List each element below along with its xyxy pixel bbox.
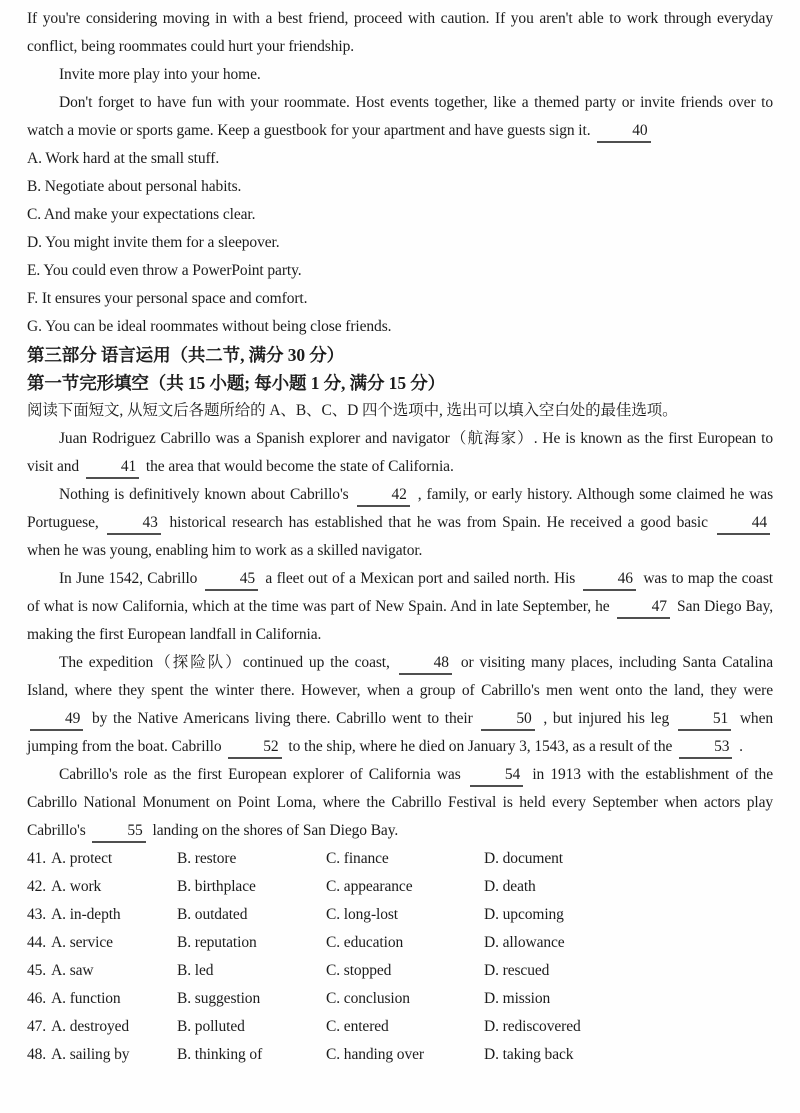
blank-41: 41 (86, 457, 139, 479)
passage-paragraph: The expedition（探险队）continued up the coast, 48 or visiting many places, including Santa Catalina Island, where they spent the winter there. However, when a group of Cabrillo's men went onto the land, they were 49 by the Native Americans living there. Cabrillo went to their 50 , but injured his leg 51 when jumping from the boat. Cabrillo 52 to the ship, where he died on January 3, 1543, as a result of the 53 . (27, 649, 773, 761)
option-a: A. service (51, 934, 113, 951)
question-42 (27, 873, 177, 901)
question-number: 46. (27, 990, 47, 1007)
question-row (27, 1013, 773, 1041)
option-c: C. appearance (326, 878, 413, 895)
passage-paragraph: Nothing is definitively known about Cabrillo's 42 , family, or early history. Although some claimed he was Portuguese, 43 historical research has established that he was from Spain. He received a good basic 44 when he was young, enabling him to work as a skilled navigator. (27, 486, 773, 559)
cloze-passage (27, 425, 773, 845)
option-c: C. long-lost (326, 906, 399, 923)
question-47 (27, 1013, 177, 1041)
question-row (27, 845, 773, 873)
part3-heading: 第三部分 语言运用（共二节, 满分 30 分） (27, 345, 345, 365)
question-41 (27, 845, 177, 873)
option-b: B. reputation (177, 934, 257, 951)
option-d: D. mission (484, 990, 551, 1007)
blank-55: 55 (92, 821, 145, 843)
passage-paragraph: Cabrillo's role as the first European explorer of California was 54 in 1913 with the establishment of the Cabrillo National Monument on Point Loma, where the Cabrillo Festival is held every September when actors play Cabrillo's 55 landing on the shores of San Diego Bay. (27, 761, 773, 845)
question-number: 45. (27, 962, 47, 979)
question-row (27, 873, 773, 901)
option-d: D. rediscovered (484, 1018, 581, 1035)
option-c: C. finance (326, 850, 389, 867)
question-row (27, 1041, 773, 1069)
blank-48: 48 (399, 653, 452, 675)
choice-option-b: B. Negotiate about personal habits. (27, 178, 242, 195)
question-row (27, 985, 773, 1013)
option-c: C. entered (326, 1018, 389, 1035)
blank-54: 54 (470, 765, 523, 787)
passage-paragraph: Juan Rodriguez Cabrillo was a Spanish explorer and navigator（航海家）. He is known as the first European to visit and 41 the area that would become the state of California. (27, 425, 773, 481)
intro-paragraph: Don't forget to have fun with your roommate. Host events together, like a themed party or invite friends over to watch a movie or sports game. Keep a guestbook for your apartment and have guests sign it. 40 (27, 89, 773, 145)
question-number: 48. (27, 1046, 47, 1063)
option-d: D. taking back (484, 1046, 574, 1063)
option-c: C. stopped (326, 962, 392, 979)
blank-53: 53 (679, 737, 732, 759)
cloze-instructions: 阅读下面短文, 从短文后各题所给的 A、B、C、D 四个选项中, 选出可以填入空白处的最佳选项。 (27, 402, 678, 419)
choice-option-g: G. You can be ideal roommates without being close friends. (27, 318, 392, 335)
option-c: C. education (326, 934, 404, 951)
blank-44: 44 (717, 513, 770, 535)
option-a: A. function (51, 990, 121, 1007)
option-b: B. outdated (177, 906, 248, 923)
option-d: D. death (484, 878, 536, 895)
blank-42: 42 (357, 485, 410, 507)
blank-40: 40 (597, 121, 650, 143)
question-46 (27, 985, 177, 1013)
question-number: 41. (27, 850, 47, 867)
option-d: D. allowance (484, 934, 565, 951)
blank-51: 51 (678, 709, 731, 731)
question-number: 44. (27, 934, 47, 951)
option-b: B. polluted (177, 1018, 245, 1035)
gap-fill-section (27, 5, 773, 341)
option-d: D. rescued (484, 962, 550, 979)
option-c: C. handing over (326, 1046, 424, 1063)
question-44 (27, 929, 177, 957)
option-b: B. suggestion (177, 990, 261, 1007)
question-45 (27, 957, 177, 985)
question-number: 42. (27, 878, 47, 895)
option-a: A. sailing by (51, 1046, 130, 1063)
choice-option-d: D. You might invite them for a sleepover. (27, 234, 280, 251)
option-a: A. protect (51, 850, 113, 867)
option-d: D. document (484, 850, 563, 867)
gap-fill-choices (27, 145, 773, 341)
blank-49: 49 (30, 709, 83, 731)
intro-paragraph: If you're considering moving in with a best friend, proceed with caution. If you aren't able to work through everyday conflict, being roommates could hurt your friendship. (27, 10, 773, 55)
blank-50: 50 (481, 709, 534, 731)
option-d: D. upcoming (484, 906, 564, 923)
option-a: A. in-depth (51, 906, 121, 923)
blank-52: 52 (228, 737, 281, 759)
cloze-questions (27, 845, 773, 1069)
choice-option-c: C. And make your expectations clear. (27, 206, 256, 223)
option-b: B. birthplace (177, 878, 256, 895)
option-a: A. destroyed (51, 1018, 130, 1035)
option-a: A. saw (51, 962, 94, 979)
question-row (27, 929, 773, 957)
choice-option-f: F. It ensures your personal space and comfort. (27, 290, 308, 307)
question-number: 43. (27, 906, 47, 923)
question-row (27, 957, 773, 985)
cloze-section (27, 341, 773, 1069)
question-48 (27, 1041, 177, 1069)
question-number: 47. (27, 1018, 47, 1035)
option-c: C. conclusion (326, 990, 410, 1007)
option-b: B. restore (177, 850, 237, 867)
option-b: B. led (177, 962, 214, 979)
question-43 (27, 901, 177, 929)
choice-option-e: E. You could even throw a PowerPoint party. (27, 262, 302, 279)
passage-paragraph: In June 1542, Cabrillo 45 a fleet out of a Mexican port and sailed north. His 46 was to map the coast of what is now California, which at the time was part of New Spain. And in late September, he 47 San Diego Bay, making the first European landfall in California. (27, 570, 774, 643)
blank-47: 47 (617, 597, 670, 619)
blank-45: 45 (205, 569, 258, 591)
blank-46: 46 (583, 569, 636, 591)
blank-43: 43 (107, 513, 160, 535)
choice-option-a: A. Work hard at the small stuff. (27, 150, 220, 167)
cloze-section-heading: 第一节完形填空（共 15 小题; 每小题 1 分, 满分 15 分） (27, 373, 446, 393)
intro-paragraph: Invite more play into your home. (59, 66, 261, 83)
question-row (27, 901, 773, 929)
option-a: A. work (51, 878, 102, 895)
option-b: B. thinking of (177, 1046, 263, 1063)
